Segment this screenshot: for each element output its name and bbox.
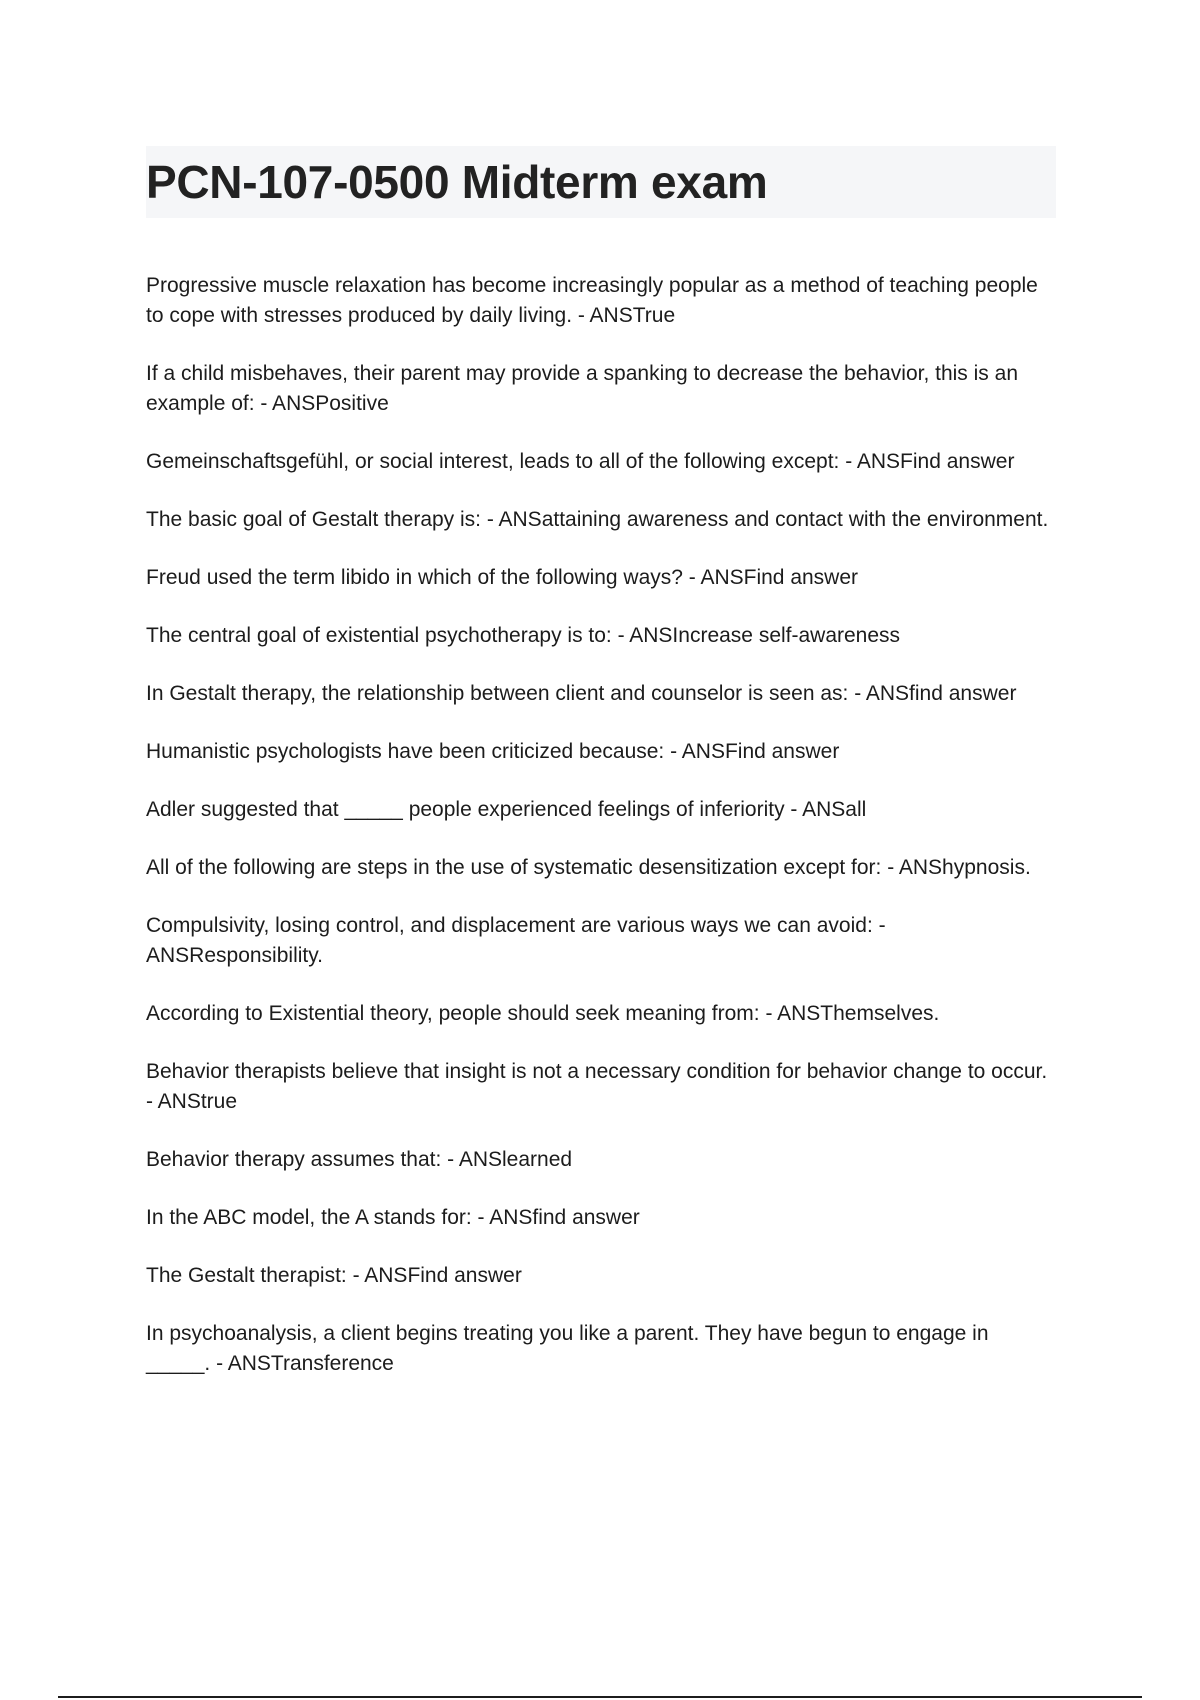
qa-item: If a child misbehaves, their parent may provide a spanking to decrease the behavior, this is an example of: - ANSPositive <box>146 362 1018 415</box>
qa-item: The central goal of existential psychotherapy is to: - ANSIncrease self-awareness <box>146 624 901 647</box>
document-title: PCN-107-0500 Midterm exam <box>146 156 768 208</box>
footer-divider <box>58 1696 1142 1698</box>
qa-item: Progressive muscle relaxation has become increasingly popular as a method of teaching people to cope with stresses produced by daily living. - ANSTrue <box>146 274 1038 327</box>
qa-item: All of the following are steps in the use of systematic desensitization except for: - ANShypnosis. <box>146 856 1031 879</box>
qa-item: In Gestalt therapy, the relationship between client and counselor is seen as: - ANSfind answer <box>146 682 1017 705</box>
qa-item: Freud used the term libido in which of the following ways? - ANSFind answer <box>146 566 859 589</box>
qa-item: Humanistic psychologists have been criticized because: - ANSFind answer <box>146 740 840 763</box>
title-banner <box>146 146 1056 218</box>
qa-item: According to Existential theory, people should seek meaning from: - ANSThemselves. <box>146 1002 940 1025</box>
qa-item: The basic goal of Gestalt therapy is: - ANSattaining awareness and contact with the environment. <box>146 508 1049 531</box>
qa-item: In psychoanalysis, a client begins treating you like a parent. They have begun to engage in _____. - ANSTransference <box>146 1322 989 1375</box>
qa-item: The Gestalt therapist: - ANSFind answer <box>146 1264 522 1287</box>
question-answer-list <box>146 271 1056 1407</box>
qa-item: In the ABC model, the A stands for: - ANSfind answer <box>146 1206 640 1229</box>
qa-item: Behavior therapy assumes that: - ANSlearned <box>146 1148 573 1171</box>
qa-item: Compulsivity, losing control, and displacement are various ways we can avoid: - ANSResponsibility. <box>146 914 886 967</box>
qa-item: Behavior therapists believe that insight is not a necessary condition for behavior change to occur. - ANStrue <box>146 1060 1048 1113</box>
qa-item: Gemeinschaftsgefühl, or social interest, leads to all of the following except: - ANSFind answer <box>146 450 1015 473</box>
qa-item: Adler suggested that _____ people experienced feelings of inferiority - ANSall <box>146 798 867 821</box>
